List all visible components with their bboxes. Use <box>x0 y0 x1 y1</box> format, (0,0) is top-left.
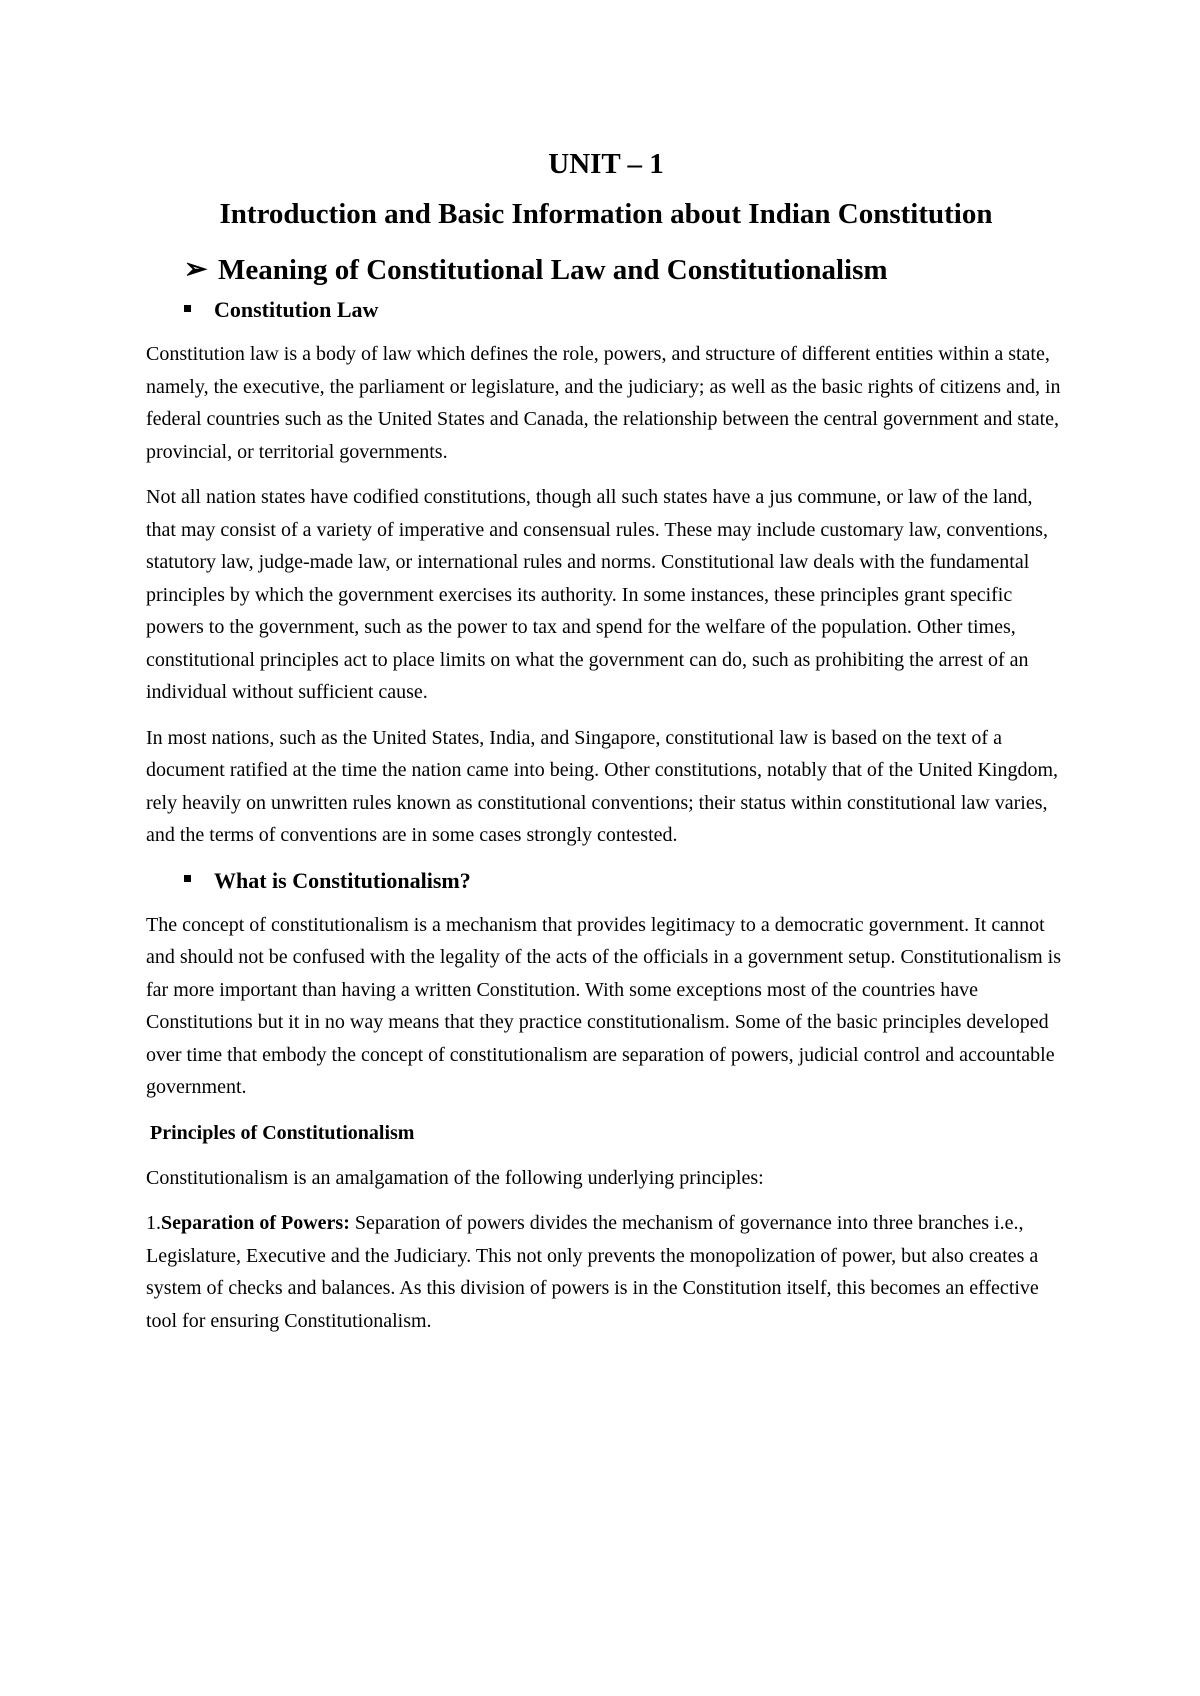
square-bullet-icon <box>184 305 191 312</box>
principle-point <box>146 1207 1066 1337</box>
subheading-text: What is Constitutionalism? <box>214 867 471 893</box>
paragraph: Constitutionalism is an amalgamation of the following underlying principles: <box>146 1166 764 1189</box>
point-number: 1. <box>146 1212 161 1234</box>
square-bullet-icon <box>184 875 191 882</box>
document-title: Introduction and Basic Information about Indian Constitution <box>219 198 993 230</box>
section-heading-text: Meaning of Constitutional Law and Constitutionalism <box>218 254 888 286</box>
paragraph: Not all nation states have codified constitutions, though all such states have a jus commune, or law of the land, that may consist of a variety of imperative and consensual rules. These may include customary law, conventions, statutory law, judge-made law, or international rules and norms. Constitutional law deals with the fundamental principles by which the government exercises its authority. In some instances, these principles grant specific powers to the government, such as the power to tax and spend for the welfare of the population. Other times, constitutional principles act to place limits on what the government can do, such as prohibiting the arrest of an individual without sufficient cause. <box>146 486 1048 703</box>
point-text: Separation of powers divides the mechanism of governance into three branches i.e., Legislature, Executive and the Judiciary. This not only prevents the monopolization of power, but also creates a system of checks and balances. As this division of powers is in the Constitution itself, this becomes an effective tool for ensuring Constitutionalism. <box>146 1212 1039 1332</box>
section-heading <box>184 252 1066 288</box>
arrow-bullet-icon: ➢ <box>184 254 208 285</box>
document-page <box>146 146 1066 1350</box>
paragraph: The concept of constitutionalism is a mechanism that provides legitimacy to a democratic government. It cannot and should not be confused with the legality of the acts of the officials in a government setup. Constitutionalism is far more important than having a written Constitution. With some exceptions most of the countries have Constitutions but it in no way means that they practice constitutionalism. Some of the basic principles developed over time that embody the concept of constitutionalism are separation of powers, judicial control and accountable government. <box>146 913 1062 1098</box>
paragraph: Constitution law is a body of law which defines the role, powers, and structure of different entities within a state, namely, the executive, the parliament or legislature, and the judiciary; as well as the basic rights of citizens and, in federal countries such as the United States and Canada, the relationship between the central government and state, provincial, or territorial governments. <box>146 343 1061 463</box>
subheading-constitution-law <box>184 294 1066 326</box>
point-label: Separation of Powers: <box>161 1212 350 1234</box>
subheading-text: Constitution Law <box>214 297 379 322</box>
paragraph: In most nations, such as the United States, India, and Singapore, constitutional law is based on the text of a document ratified at the time the nation came into being. Other constitutions, notably that of the United Kingdom, rely heavily on unwritten rules known as constitutional conventions; their status within constitutional law varies, and the terms of conventions are in some cases strongly contested. <box>146 726 1059 846</box>
subheading-constitutionalism <box>184 865 1066 897</box>
unit-title: UNIT – 1 <box>548 148 664 180</box>
principles-heading: Principles of Constitutionalism <box>150 1121 415 1144</box>
